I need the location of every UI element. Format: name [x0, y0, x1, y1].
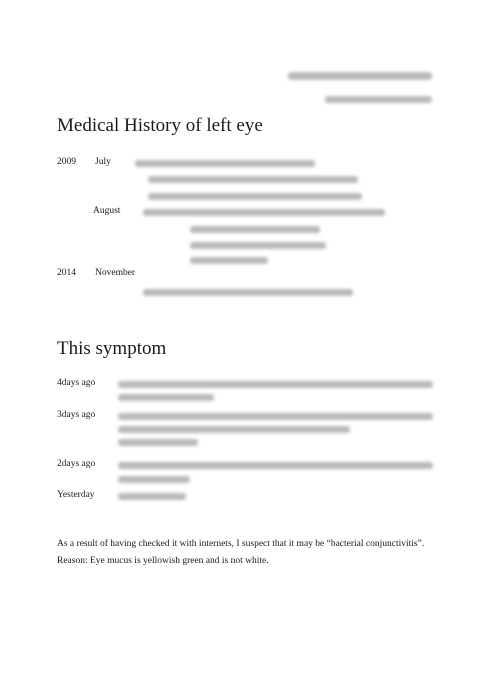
redacted-history-line: [143, 289, 353, 296]
symptom-day-4: 4days ago: [57, 378, 96, 388]
history-month-july: July: [95, 157, 111, 167]
redacted-history-line: [190, 257, 268, 264]
conclusion: [57, 538, 431, 571]
redacted-symptom-line: [118, 381, 433, 388]
redacted-symptom-line: [118, 462, 433, 469]
symptom-day-2: 2days ago: [57, 459, 96, 469]
redacted-symptom-line: [118, 439, 198, 446]
redacted-history-line: [190, 242, 326, 249]
redacted-history-line: [148, 176, 358, 183]
redacted-symptom-line: [118, 413, 433, 420]
redacted-date: [325, 96, 432, 103]
history-title: Medical History of left eye: [57, 115, 263, 136]
conclusion-line-1: As a result of having checked it with internets, I suspect that it may be “bacterial conjunctivitis”.: [57, 539, 425, 549]
history-month-august: August: [93, 206, 121, 216]
symptom-title: This symptom: [57, 338, 167, 359]
symptom-day-yesterday: Yesterday: [57, 490, 95, 500]
symptom-day-3: 3days ago: [57, 410, 96, 420]
redacted-history-line: [135, 160, 315, 167]
redacted-symptom-line: [118, 426, 350, 433]
redacted-history-line: [143, 209, 385, 216]
conclusion-line-2: Reason: Eye mucus is yellowish green and is not white.: [57, 555, 269, 566]
redacted-symptom-line: [118, 476, 190, 483]
history-month-november: November: [95, 268, 136, 278]
redacted-symptom-line: [118, 493, 186, 500]
redacted-symptom-line: [118, 394, 214, 401]
redacted-author-name: [288, 72, 432, 80]
redacted-history-line: [148, 193, 362, 200]
history-year-2014: 2014: [57, 268, 76, 278]
redacted-history-line: [190, 226, 320, 233]
history-year-2009: 2009: [57, 157, 76, 167]
